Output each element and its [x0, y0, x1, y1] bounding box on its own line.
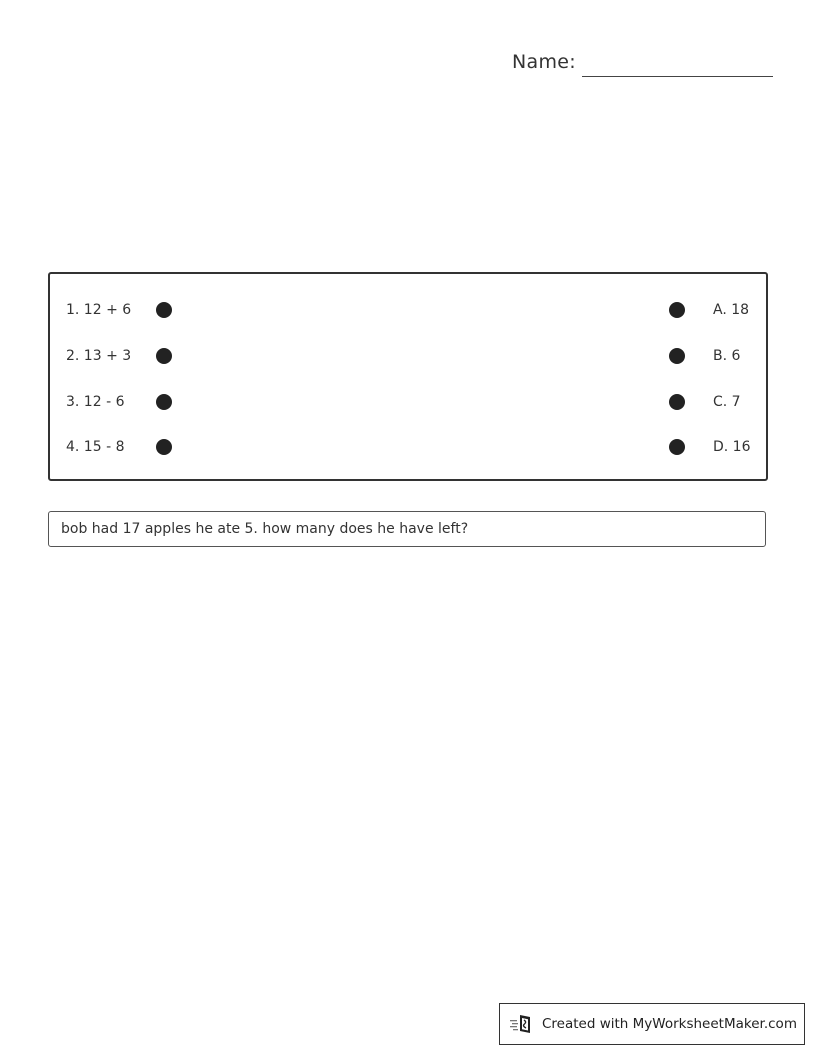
answer-label: D. 16	[713, 439, 751, 455]
question-label: 1. 12 + 6	[66, 302, 132, 318]
name-label: Name:	[512, 51, 576, 73]
question-label: 3. 12 - 6	[66, 394, 125, 410]
name-blank-line[interactable]	[582, 75, 773, 77]
matching-row	[50, 392, 766, 412]
worksheet-logo-icon	[510, 1013, 536, 1035]
answer-label: A. 18	[713, 302, 750, 318]
word-problem-box	[48, 511, 766, 547]
answer-dot[interactable]	[669, 348, 685, 364]
matching-row	[50, 300, 766, 320]
footer-credit[interactable]	[499, 1003, 805, 1045]
matching-exercise-box	[48, 272, 768, 481]
answer-label: B. 6	[713, 348, 741, 364]
question-dot[interactable]	[156, 439, 172, 455]
question-label: 2. 13 + 3	[66, 348, 132, 364]
matching-row	[50, 437, 766, 457]
question-dot[interactable]	[156, 394, 172, 410]
answer-dot[interactable]	[669, 302, 685, 318]
word-problem-text: bob had 17 apples he ate 5. how many does he have left?	[61, 521, 469, 537]
footer-text: Created with MyWorksheetMaker.com	[542, 1016, 797, 1032]
answer-label: C. 7	[713, 394, 741, 410]
question-label: 4. 15 - 8	[66, 439, 125, 455]
answer-dot[interactable]	[669, 394, 685, 410]
question-dot[interactable]	[156, 302, 172, 318]
question-dot[interactable]	[156, 348, 172, 364]
matching-row	[50, 346, 766, 366]
name-field	[512, 50, 773, 74]
answer-dot[interactable]	[669, 439, 685, 455]
